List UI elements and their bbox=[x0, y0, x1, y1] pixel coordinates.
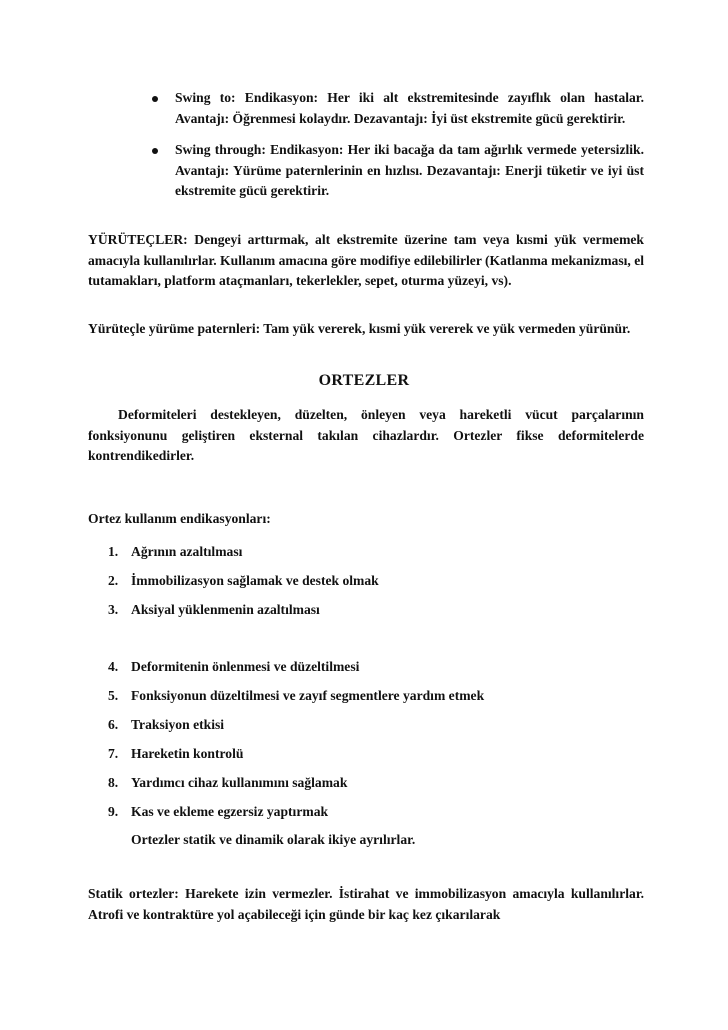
list-number: 5. bbox=[108, 688, 119, 703]
bullet-item-swing-to bbox=[150, 88, 644, 129]
list-number: 9. bbox=[108, 804, 119, 819]
list-item bbox=[108, 600, 644, 629]
list-text: İmmobilizasyon sağlamak ve destek olmak bbox=[131, 573, 379, 588]
list-item bbox=[108, 715, 644, 744]
ortez-intro-paragraph: Deformiteleri destekleyen, düzelten, önleyen veya hareketli vücut parçalarının fonksiyonunu geliştiren eksternal takılan cihazlardır. Ortezler fikse deformitelerde kontrendikedirler. bbox=[88, 407, 644, 463]
list-text: Ağrının azaltılması bbox=[131, 544, 243, 559]
list-number: 7. bbox=[108, 746, 119, 761]
list-text: Hareketin kontrolü bbox=[131, 746, 244, 761]
list-item bbox=[108, 773, 644, 802]
ortez-types-note: Ortezler statik ve dinamik olarak ikiye ayrılırlar. bbox=[131, 832, 416, 847]
bullet-text: Swing to: Endikasyon: Her iki alt ekstremitesinde zayıflık olan hastalar. Avantajı: Öğrenmesi kolaydır. Dezavantajı: İyi üst ekstremite gücü gerektirir. bbox=[175, 90, 644, 126]
list-number: 8. bbox=[108, 775, 119, 790]
section-title: ORTEZLER bbox=[318, 372, 410, 389]
bullet-dot-icon bbox=[152, 148, 158, 154]
list-number: 6. bbox=[108, 717, 119, 732]
gait-pattern-bullet-list bbox=[150, 88, 644, 202]
list-text: Fonksiyonun düzeltilmesi ve zayıf segmentlere yardım etmek bbox=[131, 688, 485, 703]
list-text: Deformitenin önlenmesi ve düzeltilmesi bbox=[131, 659, 360, 674]
bullet-dot-icon bbox=[152, 96, 158, 102]
list-text: Kas ve ekleme egzersiz yaptırmak bbox=[131, 804, 329, 819]
list-item bbox=[108, 686, 644, 715]
list-number: 4. bbox=[108, 659, 119, 674]
list-number: 1. bbox=[108, 544, 119, 559]
indications-list bbox=[108, 542, 644, 831]
list-item bbox=[108, 802, 644, 831]
list-text: Aksiyal yüklenmenin azaltılması bbox=[131, 602, 320, 617]
yurutecler-paragraph: YÜRÜTEÇLER: Dengeyi arttırmak, alt ekstremite üzerine tam veya kısmi yük vermemek amacıyla kullanılırlar. Kullanım amacına göre modifiye edilebilirler (Katlanma mekanizması, el tutamakları, platform ataçmanları, tekerlekler, sepet, oturma yüzeyi, vs). bbox=[88, 232, 644, 288]
list-item bbox=[108, 657, 644, 686]
list-number: 2. bbox=[108, 573, 119, 588]
yurutec-paternleri-paragraph: Yürüteçle yürüme paternleri: Tam yük vererek, kısmi yük vererek ve yük vermeden yürünür. bbox=[88, 321, 631, 336]
list-item bbox=[108, 571, 644, 600]
bullet-item-swing-through bbox=[150, 140, 644, 202]
list-item bbox=[108, 744, 644, 773]
list-spacer bbox=[108, 629, 644, 657]
statik-ortez-paragraph: Statik ortezler: Harekete izin vermezler. İstirahat ve immobilizasyon amacıyla kullanılırlar. Atrofi ve kontraktüre yol açabileceği için günde bir kaç kez çıkarılarak bbox=[88, 886, 644, 922]
list-text: Traksiyon etkisi bbox=[131, 717, 225, 732]
list-text: Yardımcı cihaz kullanımını sağlamak bbox=[131, 775, 348, 790]
indications-heading: Ortez kullanım endikasyonları: bbox=[88, 511, 271, 526]
list-item bbox=[108, 542, 644, 571]
bullet-text: Swing through: Endikasyon: Her iki bacağa da tam ağırlık vermede yetersizlik. Avantajı: Yürüme paternlerinin en hızlısı. Dezavantajı: Enerji tüketir ve iyi üst ekstremite gücü gerektirir. bbox=[175, 142, 644, 198]
list-number: 3. bbox=[108, 602, 119, 617]
